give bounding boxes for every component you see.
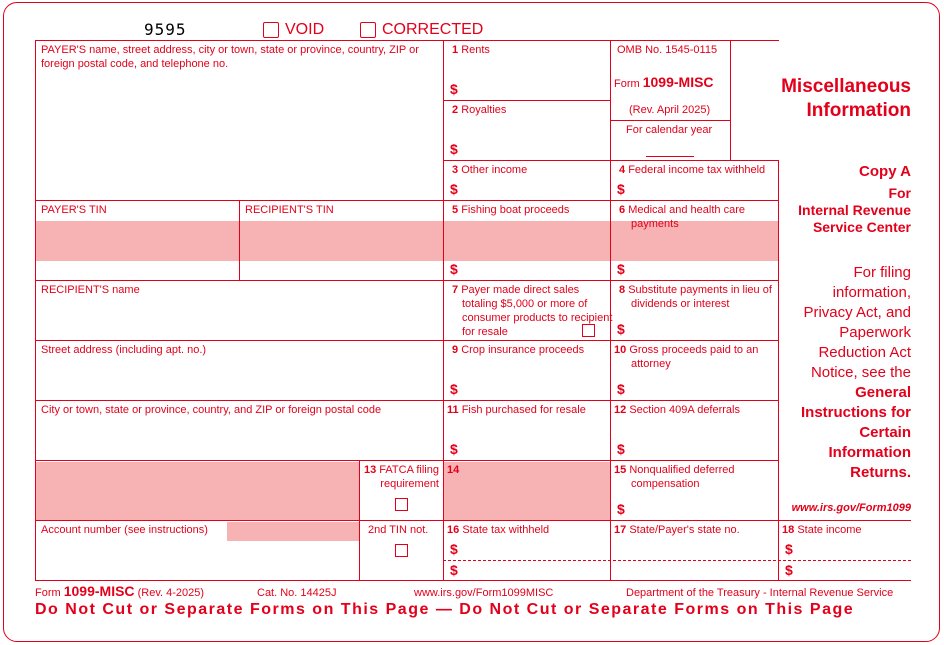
recipient-tin-field[interactable] [240,221,442,279]
footer-form-name: Form 1099-MISC (Rev. 4-2025) [35,583,205,599]
fatca-left-shade [35,462,359,521]
box2-dollar: $ [450,141,458,157]
box8-label: 8 Substitute payments in lieu of dividends or interest [619,284,772,310]
box12-label: 12 Section 409A deferrals [614,404,740,416]
box8-field[interactable] [629,314,776,339]
city-field[interactable] [36,418,442,459]
instructions-notice: For filing information, Privacy Act, and Paperwork Reduction Act Notice, see the General Instructions for Certain Information Returns. [800,264,911,481]
recipient-name-label: RECIPIENT'S name [41,284,140,296]
box17-field-2[interactable] [612,561,777,579]
box4-field[interactable] [629,178,776,199]
box11-field[interactable] [462,420,608,459]
omb-number: OMB No. 1545-0115 [617,44,718,56]
city-label: City or town, state or province, country, and ZIP or foreign postal code [41,404,382,416]
box16-field-1[interactable] [462,540,608,559]
box4-label: 4 Federal income tax withheld [619,164,766,176]
box6-label: 6 Medical and health care payments [619,204,745,230]
box18-label: 18 State income [782,524,862,536]
calendar-year-field[interactable] [646,138,694,156]
form-code: 9595 [144,20,187,39]
box7-checkbox[interactable] [582,324,595,337]
account-number-field[interactable] [36,541,358,579]
street-address-label: Street address (including apt. no.) [41,344,207,356]
street-address-field[interactable] [36,358,442,399]
box6-dollar: $ [617,261,625,277]
payer-tin-label: PAYER'S TIN [41,204,107,216]
box1-label: 1 Rents [452,44,490,56]
box1-field[interactable] [462,60,608,99]
corrected-checkbox[interactable] [360,22,376,38]
box9-dollar: $ [450,381,458,397]
form-title: Form 1099-MISC [614,74,714,90]
box9-field[interactable] [462,360,608,399]
box15-label: 15 Nonqualified deferred compensation [614,464,735,490]
copy-a-block: Copy A For Internal Revenue Service Center [798,163,911,235]
payer-tin-field[interactable] [36,221,238,279]
box12-dollar: $ [617,441,625,457]
irs-website: www.irs.gov/Form1099 [791,502,911,514]
box18-field-1[interactable] [797,540,910,559]
box15-dollar: $ [617,501,625,517]
box5-field[interactable] [462,240,608,279]
box3-field[interactable] [462,178,608,199]
box10-field[interactable] [629,374,776,399]
box3-label: 3 Other income [452,164,528,176]
box6-field[interactable] [629,240,776,279]
box2-label: 2 Royalties [452,104,507,116]
account-number-label: Account number (see instructions) [41,524,208,536]
account-shade [227,522,359,541]
box11-dollar: $ [450,441,458,457]
footer-department: Department of the Treasury - Internal Revenue Service [626,587,894,599]
calendar-year-label: For calendar year [626,124,713,136]
box16-dollar-1: $ [450,541,458,557]
void-label: VOID [285,21,325,38]
box15-field[interactable] [629,494,776,519]
box14-label: 14 [447,464,460,476]
box2-field[interactable] [462,120,608,159]
catalog-number: Cat. No. 14425J [257,587,337,599]
form-revision: (Rev. April 2025) [629,104,711,116]
box5-label: 5 Fishing boat proceeds [452,204,570,216]
do-not-cut-warning: Do Not Cut or Separate Forms on This Page — Do Not Cut or Separate Forms on This Page [35,601,855,618]
box14-shade [443,462,610,521]
box16-field-2[interactable] [462,561,608,579]
box18-field-2[interactable] [797,561,910,579]
box4-dollar: $ [617,181,625,197]
recipient-name-field[interactable] [36,298,442,339]
box17-field-1[interactable] [612,540,777,559]
box17-label: 17 State/Payer's state no. [614,524,740,536]
second-tin-label: 2nd TIN not. [368,524,429,536]
box3-dollar: $ [450,181,458,197]
box8-dollar: $ [617,321,625,337]
corrected-label: CORRECTED [382,21,484,38]
box18-dollar-1: $ [785,541,793,557]
box11-label: 11 Fish purchased for resale [447,404,586,416]
payer-name-label: PAYER'S name, street address, city or town, state or province, country, ZIP or foreign postal code, and telephone no. [41,44,419,70]
recipient-tin-label: RECIPIENT'S TIN [245,204,334,216]
box1-dollar: $ [450,81,458,97]
payer-name-field[interactable] [36,72,442,199]
box10-dollar: $ [617,381,625,397]
box7-label: 7 Payer made direct sales totaling $5,000 or more of consumer products to recipient for resale [452,284,613,338]
fatca-checkbox[interactable] [395,498,408,511]
box12-field[interactable] [629,420,776,459]
box5-dollar: $ [450,261,458,277]
void-checkbox[interactable] [263,22,279,38]
box16-label: 16 State tax withheld [447,524,550,536]
box18-dollar-2: $ [785,562,793,578]
form-title-side: Miscellaneous Information [781,76,911,121]
box16-dollar-2: $ [450,562,458,578]
second-tin-checkbox[interactable] [395,544,408,557]
box10-label: 10 Gross proceeds paid to an attorney [614,344,759,370]
footer-url: www.irs.gov/Form1099MISC [414,587,554,599]
box13-label: 13 FATCA filing requirement [363,464,439,490]
box9-label: 9 Crop insurance proceeds [452,344,585,356]
